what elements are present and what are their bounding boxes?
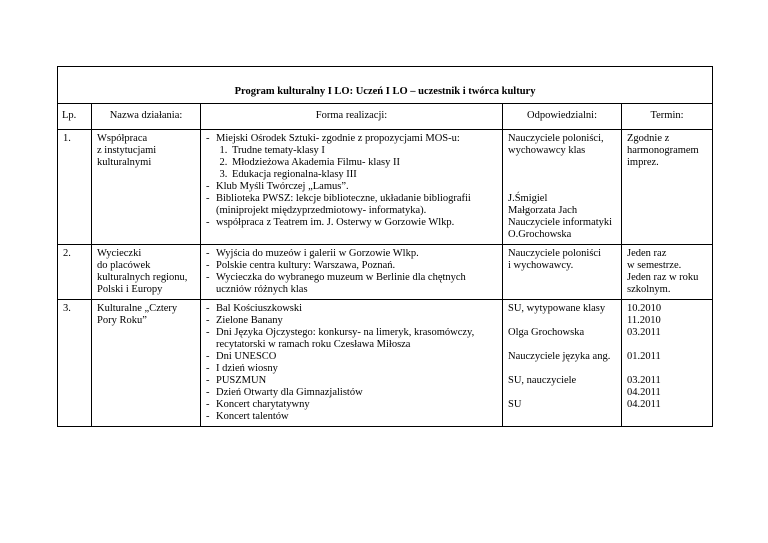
header-row xyxy=(58,104,713,130)
deadline: 10.2010 11.2010 03.2011 01.2011 03.2011 04.2011 04.2011 xyxy=(622,300,713,427)
list-item: - Klub Myśli Twórczej „Lamus”. xyxy=(206,181,497,193)
program-table xyxy=(57,66,713,427)
row-number: 3. xyxy=(58,300,92,427)
list-item: - Koncert charytatywny xyxy=(206,399,497,411)
list-item: - Dni Języka Ojczystego: konkursy- na limeryk, krasomówczy, recytatorski w ramach roku Czesława Miłosza xyxy=(206,327,497,351)
list-item: - Miejski Ośrodek Sztuki- zgodnie z propozycjami MOS-u: 1. Trudne tematy-klasy I 2. Młodzieżowa Akademia Filmu- klasy II 3. Edukacja regionalna-klasy III xyxy=(206,133,497,181)
activity-name: Kulturalne „Cztery Pory Roku” xyxy=(92,300,201,427)
responsible: Nauczyciele poloniści, wychowawcy klas J.Śmigiel Małgorzata Jach Nauczyciele informatyki O.Grochowska xyxy=(503,130,622,245)
document-page xyxy=(57,66,712,427)
header-nazwa: Nazwa działania: xyxy=(92,104,201,130)
header-forma: Forma realizacji: xyxy=(201,104,503,130)
list-item: - Zielone Banany xyxy=(206,315,497,327)
list-item: 3. Edukacja regionalna-klasy III xyxy=(230,169,497,181)
deadline: Zgodnie z harmonogramem imprez. xyxy=(622,130,713,245)
activity-name: Wycieczki do placówek kulturalnych regionu, Polski i Europy xyxy=(92,245,201,300)
list-item: - współpraca z Teatrem im. J. Osterwy w Gorzowie Wlkp. xyxy=(206,217,497,229)
table-row xyxy=(58,300,713,427)
list-item: - Bal Kościuszkowski xyxy=(206,303,497,315)
responsible: Nauczyciele poloniści i wychowawcy. xyxy=(503,245,622,300)
list-item: - Polskie centra kultury: Warszawa, Poznań. xyxy=(206,260,497,272)
row-number: 1. xyxy=(58,130,92,245)
deadline: Jeden raz w semestrze. Jeden raz w roku szkolnym. xyxy=(622,245,713,300)
header-termin: Termin: xyxy=(622,104,713,130)
list-item: - Wyjścia do muzeów i galerii w Gorzowie Wlkp. xyxy=(206,248,497,260)
responsible: SU, wytypowane klasy Olga Grochowska Nauczyciele języka ang. SU, nauczyciele SU xyxy=(503,300,622,427)
row-number: 2. xyxy=(58,245,92,300)
list-item: - Dzień Otwarty dla Gimnazjalistów xyxy=(206,387,497,399)
header-odpowiedzialni: Odpowiedzialni: xyxy=(503,104,622,130)
activity-name: Współpraca z instytucjami kulturalnymi xyxy=(92,130,201,245)
table-row xyxy=(58,245,713,300)
sub-list xyxy=(216,145,497,181)
header-lp: Lp. xyxy=(58,104,92,130)
realization-form xyxy=(201,245,503,300)
list-item: - I dzień wiosny xyxy=(206,363,497,375)
table-row xyxy=(58,130,713,245)
list-item: - PUSZMUN xyxy=(206,375,497,387)
list-item: - Dni UNESCO xyxy=(206,351,497,363)
table-title: Program kulturalny I LO: Uczeń I LO – uczestnik i twórca kultury xyxy=(58,67,713,104)
realization-form xyxy=(201,130,503,245)
list-item: - Wycieczka do wybranego muzeum w Berlinie dla chętnych uczniów różnych klas xyxy=(206,272,497,296)
list-item: 2. Młodzieżowa Akademia Filmu- klasy II xyxy=(230,157,497,169)
list-item: - Koncert talentów xyxy=(206,411,497,423)
realization-form xyxy=(201,300,503,427)
list-item: 1. Trudne tematy-klasy I xyxy=(230,145,497,157)
list-item: - Biblioteka PWSZ: lekcje biblioteczne, układanie bibliografii (miniprojekt międzyprzedmiotowy- informatyka). xyxy=(206,193,497,217)
